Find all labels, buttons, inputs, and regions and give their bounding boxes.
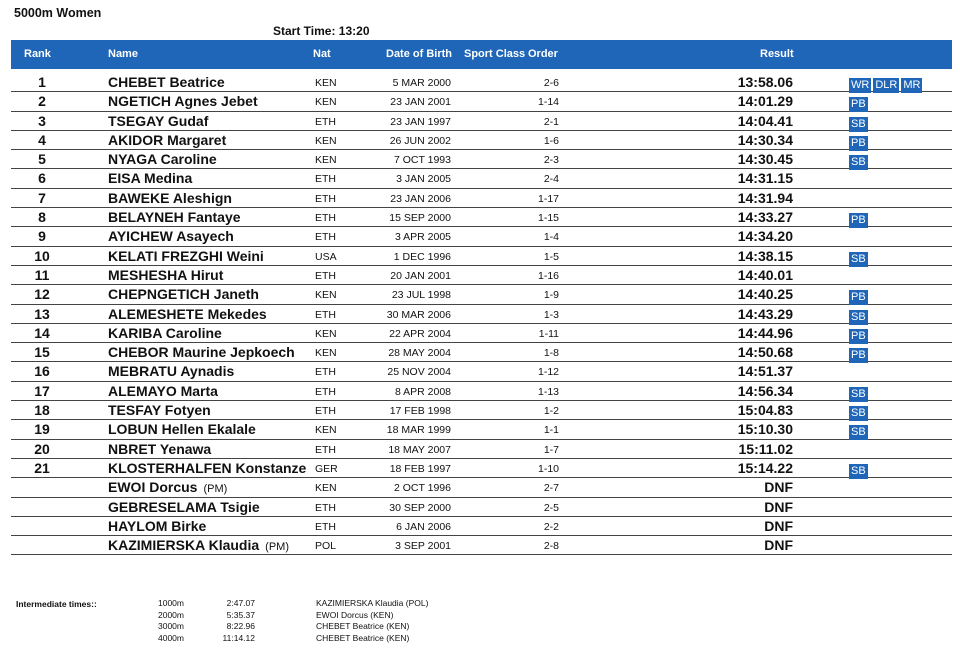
order-cell: 1-11 [538, 327, 559, 340]
athlete-name: AKIDOR Margaret [108, 131, 227, 148]
order-cell: 1-1 [543, 424, 559, 437]
order-cell: 2-7 [543, 482, 559, 495]
record-badge: MR [903, 79, 921, 91]
record-badge: PB [851, 98, 866, 111]
table-row [11, 459, 952, 478]
record-badge: WR [851, 79, 870, 91]
result-cell: 15:11.02 [738, 440, 793, 457]
athlete-name-cell [108, 132, 226, 148]
dob-cell: 2 OCT 1996 [393, 482, 451, 495]
dob-cell: 23 JUL 1998 [391, 289, 451, 302]
dob-cell: 3 SEP 2001 [395, 540, 451, 553]
athlete-name: CHEBOR Maurine Jepkoech [108, 344, 295, 361]
split-distance: 3000m [158, 621, 184, 631]
athlete-name-cell [108, 286, 259, 302]
split-time: 2:47.07 [226, 598, 255, 608]
result-cell: 14:01.29 [737, 93, 793, 110]
rank-cell: 19 [34, 421, 50, 438]
order-cell: 1-7 [543, 443, 559, 456]
split-leader: CHEBET Beatrice (KEN) [316, 632, 410, 643]
rank-cell: 4 [38, 131, 46, 148]
nat-cell: POL [315, 540, 337, 553]
split-leader: KAZIMIERSKA Klaudia (POL) [316, 598, 429, 608]
record-badge: SB [851, 407, 866, 420]
result-cell: 14:33.27 [737, 209, 793, 226]
result-cell: 14:04.41 [737, 112, 793, 129]
result-cell: DNF [764, 498, 793, 515]
nat-cell: KEN [315, 424, 337, 437]
athlete-name: NGETICH Agnes Jebet [108, 93, 258, 110]
order-cell: 1-15 [537, 212, 559, 225]
athlete-name-cell [108, 113, 208, 129]
header-dob: Date of Birth [386, 48, 452, 60]
order-cell: 1-3 [543, 308, 559, 321]
result-cell: 14:31.94 [737, 189, 793, 206]
table-row [11, 189, 952, 208]
athlete-name-cell [108, 479, 227, 495]
athlete-name-cell [108, 383, 218, 399]
athlete-name-cell [108, 170, 192, 186]
athlete-name: NBRET Yenawa [108, 440, 212, 457]
dob-cell: 23 JAN 1997 [390, 115, 451, 128]
rank-cell: 5 [38, 151, 46, 168]
split-time: 8:22.96 [226, 621, 255, 631]
record-badge: SB [851, 310, 866, 323]
result-cell: 14:40.25 [737, 286, 793, 303]
nat-cell: ETH [315, 308, 336, 321]
table-row [11, 517, 952, 536]
table-row [11, 150, 952, 169]
athlete-name: EWOI Dorcus [108, 479, 198, 496]
order-cell: 1-6 [543, 134, 559, 147]
athlete-name-cell [108, 518, 206, 534]
table-row [11, 92, 952, 111]
rank-cell: 6 [38, 170, 46, 187]
athlete-name: HAYLOM Birke [108, 517, 207, 534]
table-row [11, 131, 952, 150]
records-cell [849, 94, 870, 112]
nat-cell: KEN [315, 134, 337, 147]
athlete-name: GEBRESELAMA Tsigie [108, 498, 260, 515]
rank-cell: 3 [38, 112, 46, 129]
nat-cell: ETH [315, 366, 336, 379]
order-cell: 2-1 [543, 115, 559, 128]
results-header [11, 40, 952, 69]
athlete-name-cell [108, 93, 258, 109]
table-row [11, 208, 952, 227]
table-row [11, 343, 952, 362]
dob-cell: 18 MAR 1999 [386, 424, 451, 437]
records-cell [849, 384, 870, 402]
table-row [11, 536, 952, 555]
athlete-name-cell [108, 306, 267, 322]
athlete-name: CHEPNGETICH Janeth [108, 286, 259, 303]
split-distance: 2000m [158, 609, 184, 620]
result-cell: DNF [764, 537, 793, 554]
dob-cell: 15 SEP 2000 [389, 212, 451, 225]
nat-cell: KEN [315, 289, 337, 302]
result-cell: 15:10.30 [737, 421, 793, 438]
athlete-name-cell [108, 228, 234, 244]
dob-cell: 6 JAN 2006 [396, 520, 451, 533]
athlete-name: TESFAY Fotyen [108, 402, 211, 419]
athlete-name: MESHESHA Hirut [108, 266, 224, 283]
result-cell: 14:56.34 [737, 382, 793, 399]
result-cell: 14:43.29 [737, 305, 793, 322]
order-cell: 2-6 [543, 77, 559, 89]
records-cell [849, 403, 870, 421]
results-table [11, 73, 952, 555]
nat-cell: KEN [315, 77, 337, 89]
split-distance: 4000m [158, 632, 184, 643]
table-row [11, 420, 952, 439]
event-title: 5000m Women [14, 6, 102, 20]
dob-cell: 17 FEB 1998 [389, 405, 451, 418]
table-row [11, 362, 952, 381]
header-result: Result [760, 48, 794, 60]
dob-cell: 18 MAY 2007 [388, 443, 451, 456]
athlete-name: NYAGA Caroline [108, 151, 217, 168]
athlete-name-cell [108, 267, 223, 283]
athlete-name: BAWEKE Aleshign [108, 189, 232, 206]
result-cell: 14:51.37 [737, 363, 793, 380]
records-cell [849, 307, 870, 325]
table-row [11, 498, 952, 517]
athlete-name: ALEMAYO Marta [108, 382, 218, 399]
split-time: 11:14.12 [222, 632, 255, 643]
table-row [11, 440, 952, 459]
nat-cell: KEN [315, 482, 337, 495]
dob-cell: 23 JAN 2006 [390, 192, 451, 205]
order-cell: 1-14 [537, 96, 559, 109]
record-badge: SB [851, 426, 866, 439]
order-cell: 2-2 [543, 520, 559, 533]
rank-cell: 15 [34, 344, 50, 361]
intermediate-label: Intermediate times:: [16, 599, 97, 609]
result-cell: 14:31.15 [737, 170, 793, 187]
rank-cell: 13 [34, 305, 50, 322]
nat-cell: USA [315, 250, 337, 263]
dob-cell: 20 JAN 2001 [390, 269, 451, 282]
records-cell [849, 249, 870, 267]
nat-cell: ETH [315, 231, 336, 244]
table-row [11, 382, 952, 401]
table-row [11, 266, 952, 285]
result-cell: DNF [764, 517, 793, 534]
result-cell: 14:38.15 [737, 247, 793, 264]
result-cell: 14:30.34 [737, 131, 793, 148]
dob-cell: 7 OCT 1993 [393, 154, 451, 167]
rank-cell: 1 [38, 74, 46, 90]
records-cell [849, 210, 870, 228]
rank-cell: 17 [34, 382, 50, 399]
record-badge: SB [851, 117, 866, 130]
record-badge: SB [851, 464, 866, 477]
nat-cell: ETH [315, 173, 336, 186]
athlete-name-cell [108, 151, 217, 167]
result-cell: 14:50.68 [737, 344, 793, 361]
table-row [11, 169, 952, 188]
athlete-name: KLOSTERHALFEN Konstanze [108, 459, 307, 476]
record-badge: PB [851, 329, 866, 342]
record-badge: DLR [875, 79, 898, 91]
record-badge: PB [851, 136, 866, 149]
records-cell [849, 422, 870, 440]
table-row [11, 324, 952, 343]
nat-cell: KEN [315, 154, 337, 167]
start-time: Start Time: 13:20 [273, 24, 370, 38]
header-nat: Nat [313, 48, 331, 60]
pacemaker-tag: (PM) [265, 541, 289, 554]
record-badge: PB [851, 214, 866, 227]
athlete-name: ALEMESHETE Mekedes [108, 305, 267, 322]
dob-cell: 28 MAY 2004 [388, 347, 451, 360]
athlete-name-cell [108, 190, 232, 206]
result-cell: 15:14.22 [737, 459, 793, 476]
order-cell: 1-5 [543, 250, 559, 263]
nat-cell: GER [315, 462, 338, 475]
dob-cell: 1 DEC 1996 [393, 250, 451, 263]
dob-cell: 3 JAN 2005 [396, 173, 451, 186]
rank-cell: 2 [38, 93, 46, 110]
rank-cell: 20 [34, 440, 50, 457]
rank-cell: 16 [34, 363, 50, 380]
dob-cell: 8 APR 2008 [394, 385, 451, 398]
result-cell: 13:58.06 [737, 74, 793, 90]
rank-cell: 10 [34, 247, 50, 264]
order-cell: 2-4 [543, 173, 559, 186]
athlete-name: KARIBA Caroline [108, 324, 222, 341]
nat-cell: ETH [315, 443, 336, 456]
order-cell: 1-8 [543, 347, 559, 360]
athlete-name-cell [108, 499, 260, 515]
result-cell: 14:30.45 [737, 151, 793, 168]
table-row [11, 478, 952, 497]
athlete-name: BELAYNEH Fantaye [108, 209, 241, 226]
order-cell: 1-10 [537, 462, 559, 475]
order-cell: 1-16 [537, 269, 559, 282]
nat-cell: ETH [315, 269, 336, 282]
record-badge: SB [851, 156, 866, 169]
split-leader: EWOI Dorcus (KEN) [316, 609, 394, 620]
rank-cell: 9 [38, 228, 46, 245]
athlete-name: MEBRATU Aynadis [108, 363, 235, 380]
records-cell [849, 133, 870, 151]
rank-cell: 8 [38, 209, 46, 226]
record-badge: SB [851, 252, 866, 265]
header-order: Order [528, 48, 558, 60]
athlete-name-cell [108, 460, 306, 476]
dob-cell: 18 FEB 1997 [389, 462, 451, 475]
table-row [11, 401, 952, 420]
athlete-name: KAZIMIERSKA Klaudia [108, 537, 260, 554]
nat-cell: ETH [315, 385, 336, 398]
athlete-name-cell [108, 537, 289, 553]
header-rank: Rank [24, 48, 51, 60]
athlete-name: KELATI FREZGHI Weini [108, 247, 264, 264]
result-cell: 14:40.01 [737, 266, 793, 283]
rank-cell: 18 [34, 402, 50, 419]
result-cell: 14:44.96 [737, 324, 793, 341]
record-badge: PB [851, 349, 866, 362]
athlete-name-cell [108, 363, 234, 379]
dob-cell: 23 JAN 2001 [390, 96, 451, 109]
order-cell: 1-4 [543, 231, 559, 244]
nat-cell: KEN [315, 347, 337, 360]
header-sport-class: Sport Class [464, 48, 526, 60]
order-cell: 1-13 [537, 385, 559, 398]
split-time: 5:35.37 [226, 609, 255, 620]
athlete-name: TSEGAY Gudaf [108, 112, 209, 129]
dob-cell: 30 SEP 2000 [389, 501, 451, 514]
rank-cell: 14 [34, 324, 50, 341]
split-leader: CHEBET Beatrice (KEN) [316, 621, 410, 631]
athlete-name-cell [108, 325, 222, 341]
nat-cell: KEN [315, 96, 337, 109]
header-name: Name [108, 48, 138, 60]
athlete-name-cell [108, 209, 241, 225]
order-cell: 2-8 [543, 540, 559, 553]
table-row [11, 112, 952, 131]
nat-cell: ETH [315, 212, 336, 225]
records-cell [849, 345, 870, 363]
result-cell: 14:34.20 [737, 228, 793, 245]
rank-cell: 21 [34, 459, 50, 476]
result-cell: DNF [764, 479, 793, 496]
rank-cell: 11 [34, 266, 50, 283]
rank-cell: 7 [38, 189, 46, 206]
nat-cell: ETH [315, 192, 336, 205]
table-row [11, 227, 952, 246]
order-cell: 1-2 [543, 405, 559, 418]
athlete-name: EISA Medina [108, 170, 193, 187]
nat-cell: ETH [315, 115, 336, 128]
split-distance: 1000m [158, 598, 184, 608]
nat-cell: ETH [315, 405, 336, 418]
athlete-name-cell [108, 344, 295, 360]
order-cell: 1-9 [543, 289, 559, 302]
athlete-name: LOBUN Hellen Ekalale [108, 421, 256, 438]
record-badge: SB [851, 387, 866, 400]
table-row [11, 285, 952, 304]
dob-cell: 5 MAR 2000 [392, 77, 451, 89]
records-cell [849, 287, 870, 305]
table-row [11, 247, 952, 266]
nat-cell: KEN [315, 327, 337, 340]
athlete-name-cell [108, 402, 211, 418]
athlete-name-cell [108, 441, 211, 457]
records-cell [849, 114, 870, 132]
records-cell [849, 152, 870, 170]
records-cell [849, 461, 870, 479]
dob-cell: 26 JUN 2002 [389, 134, 451, 147]
result-cell: 15:04.83 [737, 402, 793, 419]
athlete-name-cell [108, 248, 264, 264]
order-cell: 1-12 [537, 366, 559, 379]
records-cell [849, 75, 924, 93]
athlete-name-cell [108, 421, 256, 437]
table-row [11, 73, 952, 92]
athlete-name: CHEBET Beatrice [108, 74, 225, 90]
records-cell [849, 326, 870, 344]
order-cell: 2-5 [543, 501, 559, 514]
athlete-name: AYICHEW Asayech [108, 228, 234, 245]
pacemaker-tag: (PM) [203, 483, 228, 496]
record-badge: PB [851, 291, 866, 304]
order-cell: 1-17 [537, 192, 559, 205]
table-row [11, 305, 952, 324]
athlete-name-cell [108, 74, 225, 90]
dob-cell: 25 NOV 2004 [387, 366, 451, 379]
order-cell: 2-3 [543, 154, 559, 167]
dob-cell: 30 MAR 2006 [386, 308, 451, 321]
dob-cell: 3 APR 2005 [394, 231, 451, 244]
rank-cell: 12 [34, 286, 50, 303]
nat-cell: ETH [315, 501, 336, 514]
dob-cell: 22 APR 2004 [389, 327, 451, 340]
nat-cell: ETH [315, 520, 336, 533]
